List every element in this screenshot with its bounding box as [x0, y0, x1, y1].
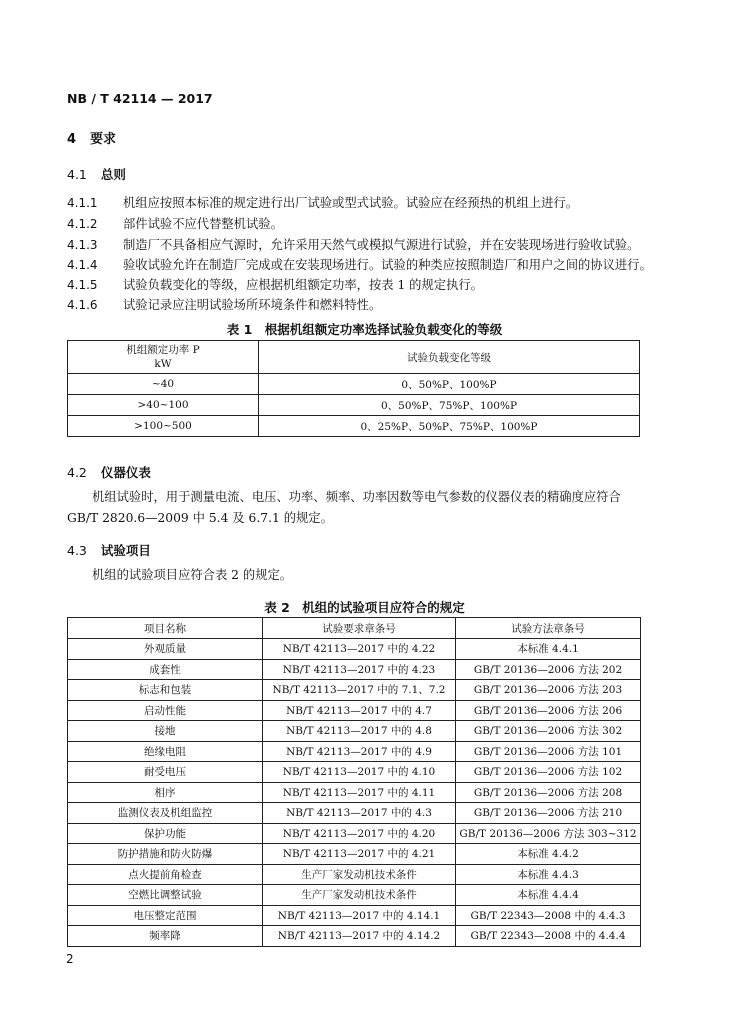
item-name-cell: 成套性 [68, 659, 263, 680]
method-clause-cell: 本标准 4.4.1 [456, 639, 641, 660]
table-row [68, 762, 641, 783]
section-number: 4 [67, 132, 77, 147]
table-2-caption: 表 2 机组的试验项目应符合的规定 [264, 600, 465, 615]
item-name-cell: 绝缘电阻 [68, 741, 263, 762]
clause-item [67, 235, 639, 253]
table-row [68, 395, 640, 416]
requirement-clause-cell: NB/T 42113—2017 中的 4.14.2 [263, 926, 456, 947]
header-line: 机组额定功率 P [126, 344, 200, 356]
table-row [68, 823, 641, 844]
table-row [68, 741, 641, 762]
table-row [68, 659, 641, 680]
section-4-1-heading [67, 165, 126, 183]
method-clause-cell: GB/T 20136—2006 方法 102 [456, 762, 641, 783]
section-4-3-heading [67, 541, 151, 559]
item-name-cell: 相序 [68, 782, 263, 803]
power-range-cell: ~40 [68, 374, 259, 395]
section-number: 4.2 [67, 465, 87, 480]
column-header-item: 项目名称 [68, 618, 263, 639]
requirement-clause-cell: NB/T 42113—2017 中的 4.22 [263, 639, 456, 660]
item-name-cell: 标志和包装 [68, 680, 263, 701]
method-clause-cell: GB/T 20136—2006 方法 210 [456, 803, 641, 824]
table-row [68, 416, 640, 437]
table-row [68, 721, 641, 742]
table-row [68, 803, 641, 824]
method-clause-cell: GB/T 20136—2006 方法 302 [456, 721, 641, 742]
clause-text: 部件试验不应代替整机试验。 [123, 217, 283, 231]
table-row [68, 374, 640, 395]
section-title: 仪器仪表 [100, 465, 151, 480]
power-range-cell: >40~100 [68, 395, 259, 416]
item-name-cell: 点火提前角检查 [68, 864, 263, 885]
section-4-2-paragraph: 机组试验时，用于测量电流、电压、功率、频率、功率因数等电气参数的仪器仪表的精确度应符合 GB/T 2820.6—2009 中 5.4 及 6.7.1 的规定。 [67, 490, 621, 525]
method-clause-cell: GB/T 20136—2006 方法 208 [456, 782, 641, 803]
load-levels-cell: 0、50%P、100%P [259, 374, 640, 395]
section-title: 试验项目 [100, 543, 151, 558]
table-row [68, 905, 641, 926]
load-levels-cell: 0、25%P、50%P、75%P、100%P [259, 416, 640, 437]
document-header: NB / T 42114 — 2017 [67, 91, 213, 106]
table-row [68, 885, 641, 906]
clause-text: 制造厂不具备相应气源时，允许采用天然气或模拟气源进行试验，并在安装现场进行验收试验。 [123, 238, 640, 252]
section-4-heading [67, 128, 116, 147]
power-range-cell: >100~500 [68, 416, 259, 437]
table-row [68, 700, 641, 721]
item-name-cell: 启动性能 [68, 700, 263, 721]
clause-item [67, 295, 381, 313]
table-header-row [68, 618, 641, 639]
clause-number: 4.1.1 [67, 196, 98, 210]
table-row [68, 844, 641, 865]
column-header-rated-power [68, 341, 259, 374]
requirement-clause-cell: NB/T 42113—2017 中的 4.8 [263, 721, 456, 742]
clause-number: 4.1.5 [67, 278, 98, 292]
requirement-clause-cell: 生产厂家发动机技术条件 [263, 885, 456, 906]
requirement-clause-cell: 生产厂家发动机技术条件 [263, 864, 456, 885]
requirement-clause-cell: NB/T 42113—2017 中的 4.20 [263, 823, 456, 844]
clause-text: 验收试验允许在制造厂完成或在安装现场进行。试验的种类应按照制造厂和用户之间的协议进行。 [123, 258, 652, 272]
item-name-cell: 外观质量 [68, 639, 263, 660]
item-name-cell: 接地 [68, 721, 263, 742]
section-number: 4.1 [67, 167, 87, 182]
method-clause-cell: GB/T 22343—2008 中的 4.4.3 [456, 905, 641, 926]
method-clause-cell: GB/T 20136—2006 方法 303~312 [456, 823, 641, 844]
clause-text: 机组应按照本标准的规定进行出厂试验或型式试验。试验应在经预热的机组上进行。 [123, 196, 578, 210]
method-clause-cell: GB/T 22343—2008 中的 4.4.4 [456, 926, 641, 947]
table-row [68, 680, 641, 701]
item-name-cell: 保护功能 [68, 823, 263, 844]
load-levels-cell: 0、50%P、75%P、100%P [259, 395, 640, 416]
clause-text: 试验记录应注明试验场所环境条件和燃料特性。 [123, 298, 382, 312]
requirement-clause-cell: NB/T 42113—2017 中的 4.7 [263, 700, 456, 721]
table-row [68, 639, 641, 660]
item-name-cell: 耐受电压 [68, 762, 263, 783]
clause-text: 试验负载变化的等级，应根据机组额定功率，按表 1 的规定执行。 [123, 278, 483, 292]
item-name-cell: 空燃比调整试验 [68, 885, 263, 906]
section-title: 要求 [90, 132, 117, 147]
requirement-clause-cell: NB/T 42113—2017 中的 4.3 [263, 803, 456, 824]
page-number: 2 [66, 952, 74, 966]
table-row [68, 864, 641, 885]
method-clause-cell: 本标准 4.4.2 [456, 844, 641, 865]
clause-number: 4.1.4 [67, 258, 98, 272]
method-clause-cell: GB/T 20136—2006 方法 202 [456, 659, 641, 680]
requirement-clause-cell: NB/T 42113—2017 中的 4.9 [263, 741, 456, 762]
clause-number: 4.1.6 [67, 298, 98, 312]
table-1-caption: 表 1 根据机组额定功率选择试验负载变化的等级 [226, 322, 503, 337]
section-title: 总则 [100, 167, 126, 182]
table-1 [67, 340, 640, 437]
header-unit: kW [154, 358, 172, 370]
section-number: 4.3 [67, 543, 87, 558]
clause-number: 4.1.2 [67, 217, 98, 231]
table-row [68, 782, 641, 803]
table-2 [67, 617, 641, 947]
table-header-row [68, 341, 640, 374]
column-header-method: 试验方法章条号 [456, 618, 641, 639]
table-row [68, 926, 641, 947]
requirement-clause-cell: NB/T 42113—2017 中的 4.21 [263, 844, 456, 865]
item-name-cell: 频率降 [68, 926, 263, 947]
clause-item [67, 193, 578, 211]
clause-item [67, 275, 483, 293]
item-name-cell: 防护措施和防火防爆 [68, 844, 263, 865]
requirement-clause-cell: NB/T 42113—2017 中的 7.1、7.2 [263, 680, 456, 701]
clause-item [67, 255, 652, 273]
clause-number: 4.1.3 [67, 238, 98, 252]
item-name-cell: 电压整定范围 [68, 905, 263, 926]
column-header-load-levels: 试验负载变化等级 [259, 341, 640, 374]
requirement-clause-cell: NB/T 42113—2017 中的 4.10 [263, 762, 456, 783]
method-clause-cell: GB/T 20136—2006 方法 101 [456, 741, 641, 762]
requirement-clause-cell: NB/T 42113—2017 中的 4.14.1 [263, 905, 456, 926]
method-clause-cell: GB/T 20136—2006 方法 206 [456, 700, 641, 721]
clause-item [67, 214, 283, 232]
requirement-clause-cell: NB/T 42113—2017 中的 4.23 [263, 659, 456, 680]
section-4-3-paragraph: 机组的试验项目应符合表 2 的规定。 [92, 568, 293, 582]
method-clause-cell: 本标准 4.4.3 [456, 864, 641, 885]
column-header-requirement: 试验要求章条号 [263, 618, 456, 639]
requirement-clause-cell: NB/T 42113—2017 中的 4.11 [263, 782, 456, 803]
method-clause-cell: 本标准 4.4.4 [456, 885, 641, 906]
method-clause-cell: GB/T 20136—2006 方法 203 [456, 680, 641, 701]
item-name-cell: 监测仪表及机组监控 [68, 803, 263, 824]
section-4-2-heading [67, 463, 151, 481]
